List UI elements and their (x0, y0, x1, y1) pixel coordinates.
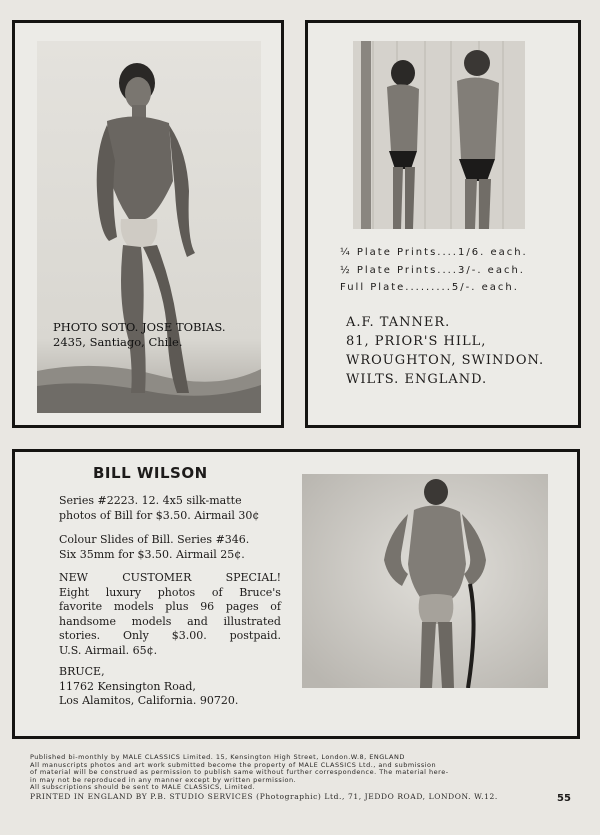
text-line: Series #2223. 12. 4x5 silk-matte (59, 494, 242, 507)
price-line: ¼ Plate Prints....1/6. each. (340, 247, 528, 258)
word: of (270, 600, 281, 613)
publication-footer (30, 754, 550, 801)
word: NEW (59, 571, 88, 584)
footer-line: of material will be construed as permission to publish same without further correspondence. The material here- (30, 769, 449, 777)
word: postpaid. (229, 629, 281, 642)
word: stories. (59, 629, 101, 642)
printer-credit: PRINTED IN ENGLAND BY P.B. STUDIO SERVICES (Photographic) Ltd., 71, JEDDO ROAD, LONDON. W.12. (30, 792, 498, 801)
word: CUSTOMER (122, 571, 192, 584)
word: photos (157, 585, 196, 599)
price-list (340, 244, 528, 297)
bodybuilder-photo (37, 41, 261, 413)
address-line: WROUGHTON, SWINDON. (346, 353, 545, 368)
text-line (59, 586, 281, 601)
word: Eight (59, 585, 90, 599)
word: SPECIAL! (225, 571, 281, 584)
word: and (187, 614, 208, 628)
caption-line: PHOTO SOTO. JOSE TOBIAS. (53, 320, 226, 334)
price-line: Full Plate.........5/-. each. (340, 282, 519, 293)
ad-title: BILL WILSON (93, 464, 208, 482)
word: Bruce's (239, 585, 281, 599)
word: favorite (59, 600, 103, 613)
page-number: 55 (557, 793, 571, 804)
tanner-ad-box (305, 20, 581, 428)
slides-paragraph (59, 533, 281, 562)
footer-line: Published bi-monthly by MALE CLASSICS Limited. 15, Kensington High Street, London.W.8, ENGLAND (30, 754, 405, 761)
wilson-ad-box (12, 449, 580, 739)
text-line: Six 35mm for $3.50. Airmail 25¢. (59, 547, 245, 561)
bruce-address (59, 665, 281, 709)
tanner-address (346, 313, 544, 389)
footer-line: in may not be reproduced in any manner except by written permission. (30, 776, 297, 784)
word: 96 (200, 600, 215, 613)
soto-caption (53, 320, 263, 350)
address-line: Los Alamitos, California. 90720. (59, 694, 239, 707)
text-line (59, 615, 281, 630)
footer-line: All manuscripts photos and art work submitted become the property of MALE CLASSICS Ltd., and submission (30, 761, 437, 769)
word: illustrated (223, 614, 281, 628)
word: luxury (105, 585, 142, 599)
model-back-view-photo (302, 474, 548, 688)
text-line: Colour Slides of Bill. Series #346. (59, 533, 250, 546)
price-line: ½ Plate Prints....3/-. each. (340, 264, 525, 276)
text-line (59, 629, 281, 644)
address-line: 11762 Kensington Road, (59, 679, 196, 693)
word: models (113, 600, 154, 613)
special-offer-paragraph (59, 571, 281, 658)
soto-ad-box (12, 20, 284, 428)
two-models-photo (353, 41, 525, 229)
word: plus (165, 600, 189, 613)
word: of (211, 585, 223, 599)
text-line (59, 600, 281, 615)
series-paragraph (59, 494, 281, 523)
word: $3.00. (171, 629, 207, 642)
text-line: U.S. Airmail. 65¢. (59, 643, 158, 657)
address-line: 81, PRIOR'S HILL, (346, 334, 487, 349)
word: Only (123, 629, 149, 642)
word: models (131, 614, 172, 628)
text-line: photos of Bill for $3.50. Airmail 30¢ (59, 508, 260, 522)
caption-line: 2435, Santiago, Chile. (53, 335, 183, 349)
address-line: BRUCE, (59, 665, 105, 678)
address-line: WILTS. ENGLAND. (346, 372, 488, 387)
word: pages (225, 600, 259, 613)
word: handsome (59, 614, 116, 628)
address-line: A.F. TANNER. (346, 315, 451, 330)
text-line (59, 571, 281, 586)
footer-line: All subscriptions should be sent to MALE CLASSICS, Limited. (30, 784, 256, 792)
